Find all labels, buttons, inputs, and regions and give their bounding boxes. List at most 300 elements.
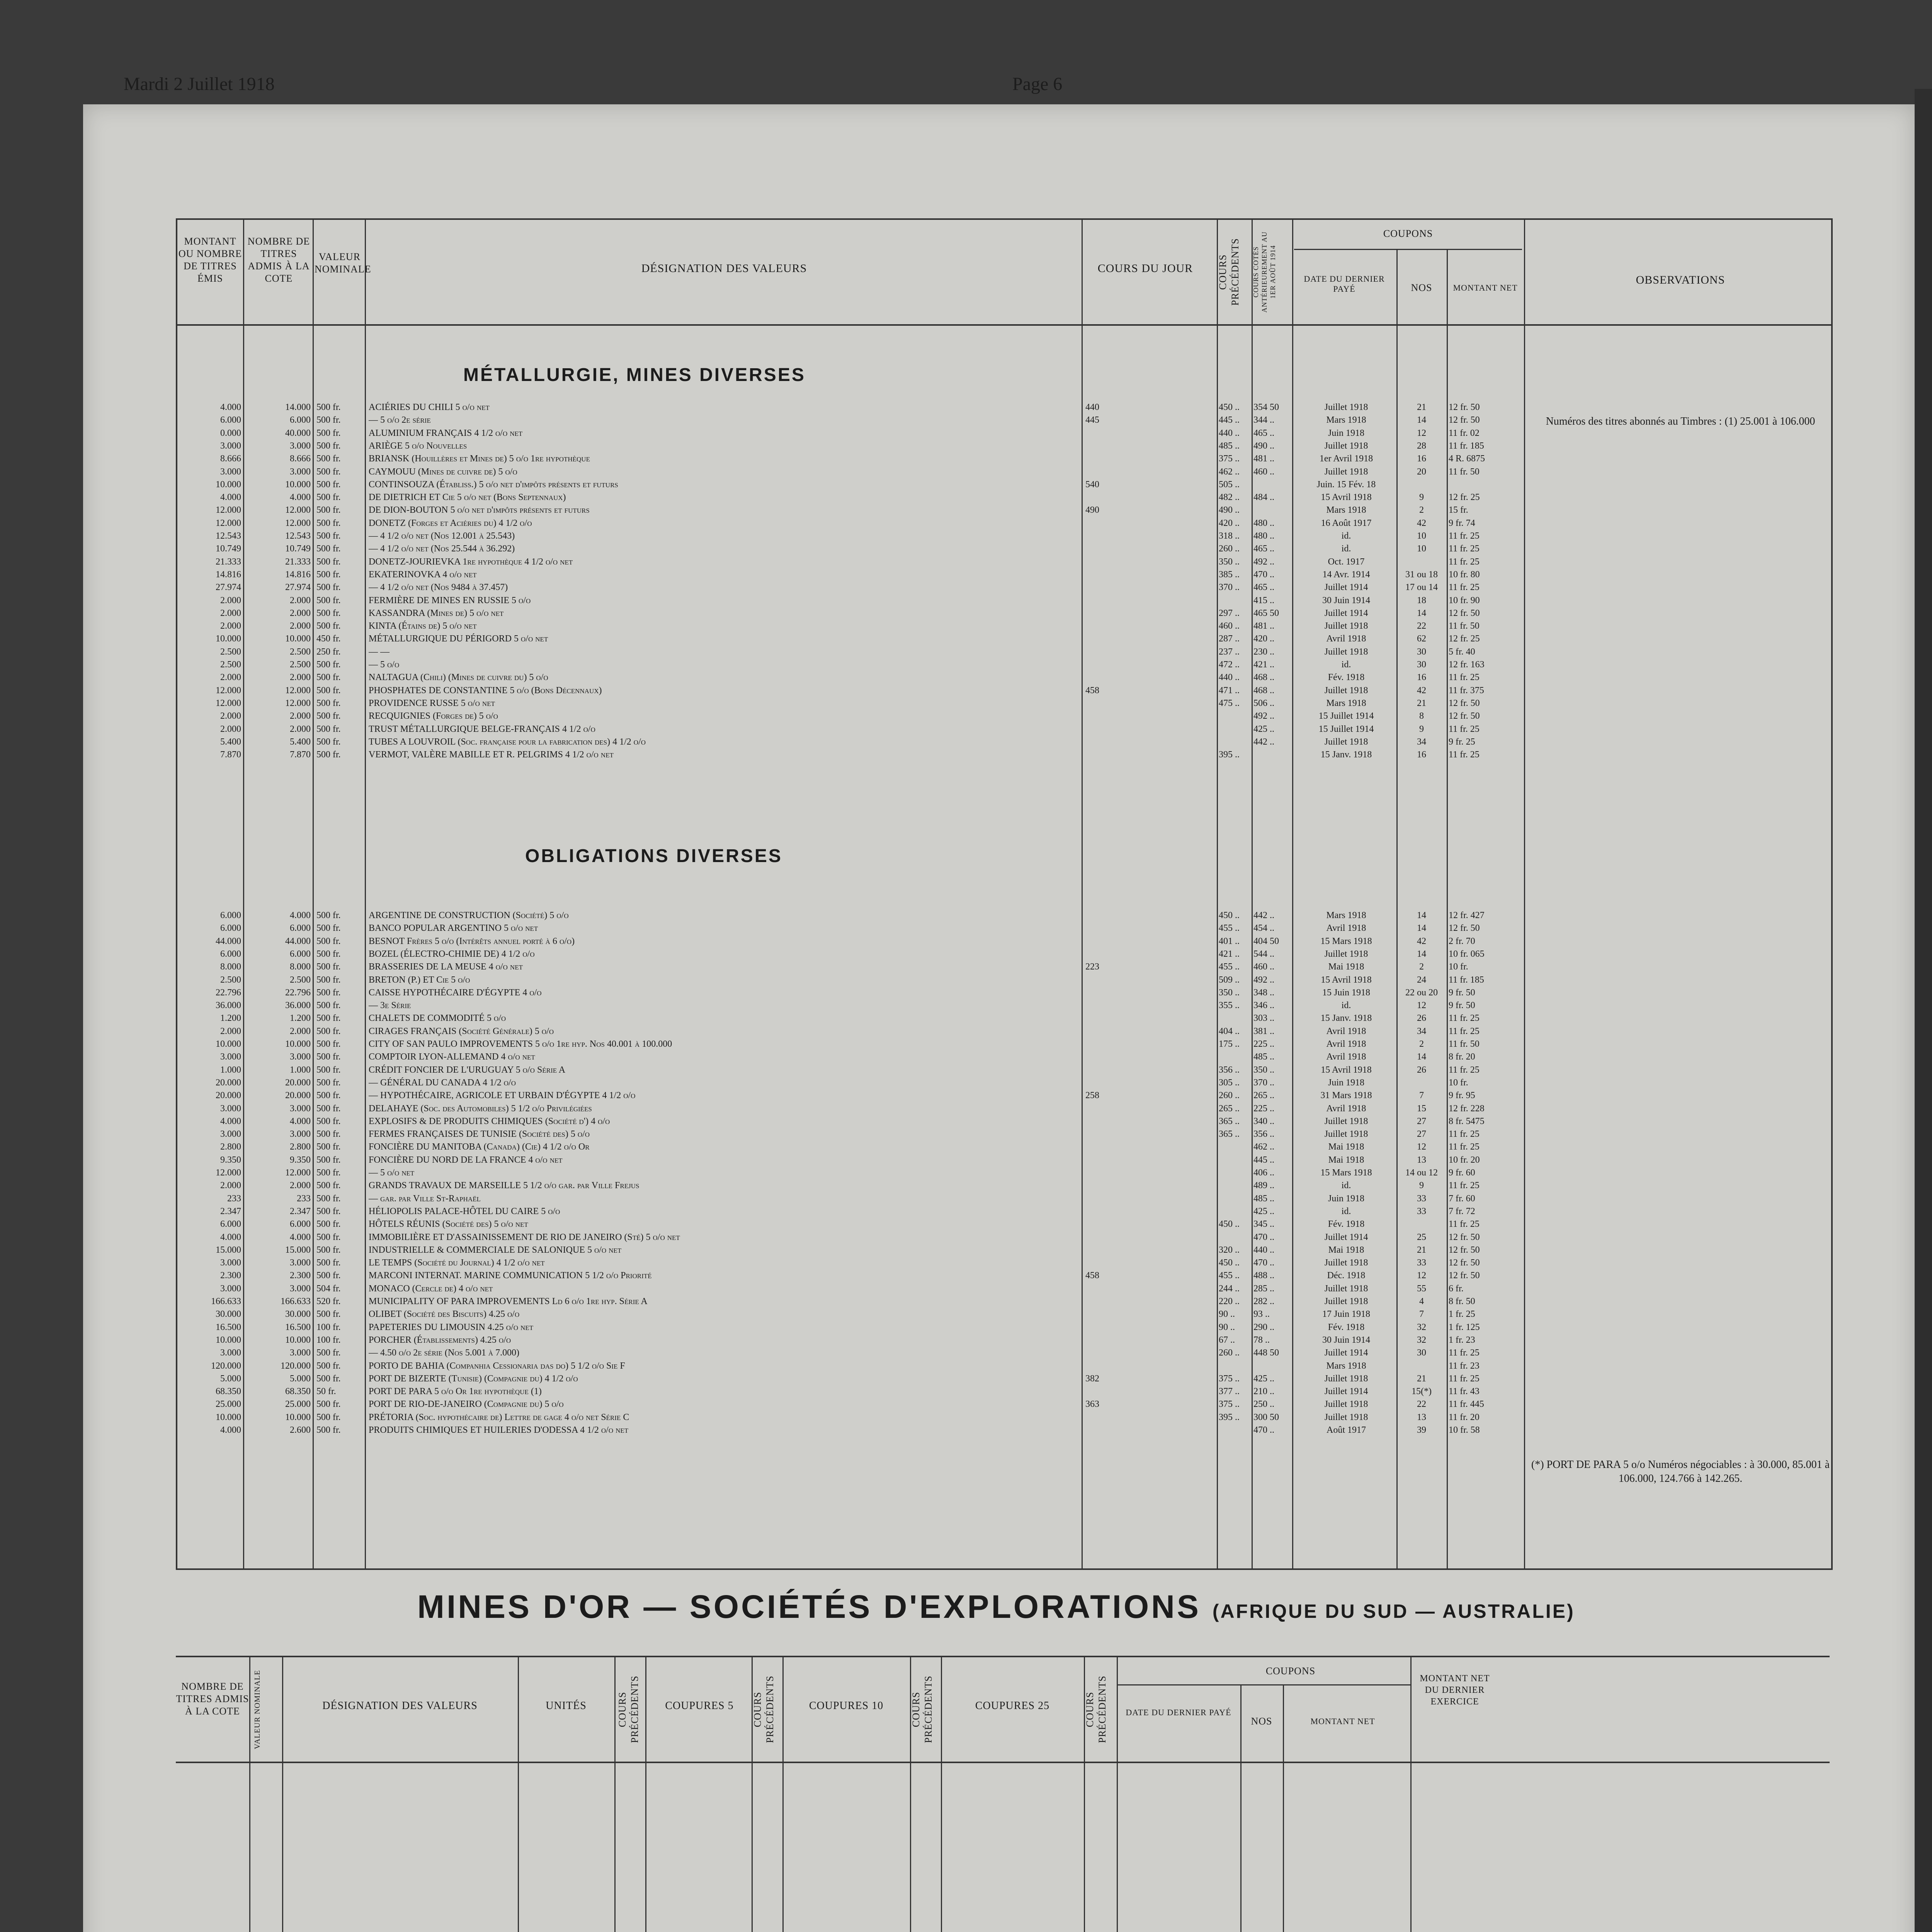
cell-valeur: 500 fr. [316,1065,341,1075]
cell-cours-cotes: 421 .. [1253,660,1274,670]
cell-nombre: 3.000 [290,440,311,451]
col-nombre: NOMBRE DE TITRES ADMIS À LA COTE [247,236,310,284]
cell-designation: DE DIETRICH ET Cie 5 o/o net (Bons Septennaux) [369,492,566,503]
cell-montant: 6.000 [220,923,241,934]
cell-cours-cotes: 468 .. [1253,672,1274,683]
cell-nombre: 6.000 [290,949,311,959]
cell-nombre: 4.000 [290,1232,311,1242]
cell-cours-prec: 260 .. [1219,1090,1240,1101]
cell-date: Mars 1918 [1326,698,1366,708]
cell-nombre: 2.500 [290,975,311,985]
cell-date: id. [1341,1000,1351,1011]
cell-no: 17 ou 14 [1405,582,1438,593]
table-row [177,935,1831,947]
cell-montant: 8.000 [220,962,241,972]
cell-no: 14 [1417,910,1426,920]
cell-nombre: 15.000 [285,1245,311,1255]
cell-designation: FERMIÈRE DE MINES EN RUSSIE 5 o/o [369,595,531,605]
cell-cours-prec: 455 .. [1219,923,1240,934]
cell-date: Juillet 1918 [1324,1283,1368,1294]
cell-valeur: 500 fr. [316,531,341,541]
table-row [177,1360,1831,1372]
cell-cours-cotes: 442 .. [1253,736,1274,747]
cell-designation: TUBES A LOUVROIL (Soc. française pour la fabrication des) 4 1/2 o/o [369,736,646,747]
cell-montant-net: 12 fr. 50 [1449,923,1480,934]
table-row [177,620,1831,632]
table-row [177,401,1831,413]
cell-cours-prec: 175 .. [1219,1039,1240,1049]
table-row [177,452,1831,465]
cell-valeur: 500 fr. [316,660,341,670]
cell-montant-net: 11 fr. 25 [1449,1129,1480,1139]
table-row [177,1269,1831,1282]
cell-cours-prec: 475 .. [1219,698,1240,708]
cell-no: 39 [1417,1425,1426,1435]
cell-montant-net: 9 fr. 74 [1449,518,1475,528]
gcol-coupures5: COUPURES 5 [665,1700,734,1712]
cell-designation: CHALETS DE COMMODITÉ 5 o/o [369,1013,506,1024]
cell-no: 16 [1417,672,1426,683]
gcol-cours2: COURS PRÉCÉDENTS [752,1675,776,1743]
cell-designation: PAPETERIES DU LIMOUSIN 4.25 o/o net [369,1322,534,1332]
cell-date: Juin 1918 [1328,428,1364,438]
cell-nombre: 6.000 [290,1219,311,1230]
cell-valeur: 500 fr. [316,1309,341,1320]
table-row [177,748,1831,761]
cell-montant: 2.000 [220,711,241,721]
cell-valeur: 100 fr. [316,1335,341,1345]
cell-cours-prec: 377 .. [1219,1386,1240,1397]
cell-valeur: 500 fr. [316,1270,341,1281]
cell-montant-net: 6 fr. [1449,1283,1464,1294]
table-row [177,491,1831,503]
cell-designation: MÉTALLURGIQUE DU PÉRIGORD 5 o/o net [369,634,548,644]
cell-designation: ALUMINIUM FRANÇAIS 4 1/2 o/o net [369,428,523,438]
cell-montant-net: 11 fr. 02 [1449,428,1480,438]
cell-montant: 6.000 [220,1219,241,1230]
cell-designation: KINTA (Étains de) 5 o/o net [369,621,477,631]
cell-nombre: 2.000 [290,724,311,734]
observation-note-para: (*) PORT DE PARA 5 o/o Numéros négociables : à 30.000, 85.001 à 106.000, 124.766 à 142.265. [1531,1459,1830,1485]
cell-montant-net: 12 fr. 427 [1449,910,1485,920]
table-row [177,909,1831,922]
cell-cours-cotes: 225 .. [1253,1039,1274,1049]
col-valeur: VALEUR NOMINALE [315,251,371,275]
cell-no: 12 [1417,1142,1426,1152]
cell-designation: OLIBET (Société des Biscuits) 4.25 o/o [369,1309,520,1320]
cell-montant: 10.000 [216,634,241,644]
cell-cours-prec: 440 .. [1219,428,1240,438]
cell-montant-net: 1 fr. 23 [1449,1335,1475,1345]
cell-no: 32 [1417,1322,1426,1332]
cell-nombre: 2.000 [290,1026,311,1036]
cell-cours-cotes: 484 .. [1253,492,1274,503]
table-row [177,999,1831,1012]
table-row [177,1038,1831,1050]
cell-montant-net: 2 fr. 70 [1449,936,1475,946]
gold-table-body [176,1763,1830,1932]
cell-nombre: 5.000 [290,1373,311,1384]
cell-date: 15 Juillet 1914 [1318,724,1374,734]
cell-cours-prec: 395 .. [1219,750,1240,760]
cell-date: 15 Juin 1918 [1322,987,1370,998]
cell-valeur: 50 fr. [316,1386,336,1397]
cell-cours-jour: 458 [1085,685,1099,696]
cell-no: 13 [1417,1412,1426,1422]
cell-date: Juillet 1914 [1324,1386,1368,1397]
cell-valeur: 500 fr. [316,582,341,593]
cell-cours-prec: 67 .. [1219,1335,1235,1345]
table-row [177,530,1831,542]
cell-valeur: 500 fr. [316,505,341,515]
cell-cours-cotes: 465 50 [1253,608,1279,618]
cell-montant: 36.000 [216,1000,241,1011]
col-no: NOS [1411,282,1432,293]
cell-valeur: 500 fr. [316,1155,341,1165]
cell-valeur: 500 fr. [316,608,341,618]
cell-nombre: 27.974 [285,582,311,593]
cell-date: Juin 1918 [1328,1077,1364,1088]
cell-nombre: 10.000 [285,479,311,490]
cell-date: 15 Janv. 1918 [1320,750,1372,760]
cell-no: 28 [1417,440,1426,451]
cell-cours-cotes: 282 .. [1253,1296,1274,1306]
cell-cours-cotes: 420 .. [1253,634,1274,644]
cell-no: 26 [1417,1013,1426,1024]
cell-montant-net: 8 fr. 5475 [1449,1116,1485,1126]
cell-valeur: 500 fr. [316,1425,341,1435]
cell-no: 21 [1417,1373,1426,1384]
cell-montant-net: 11 fr. 23 [1449,1361,1480,1371]
cell-cours-cotes: 468 .. [1253,685,1274,696]
cell-nombre: 40.000 [285,428,311,438]
cell-montant: 2.500 [220,646,241,657]
cell-designation: CRÉDIT FONCIER DE L'URUGUAY 5 o/o Série A [369,1065,566,1075]
cell-nombre: 44.000 [285,936,311,946]
cell-cours-cotes: 470 .. [1253,1258,1274,1268]
cell-cours-cotes: 485 .. [1253,1193,1274,1204]
cell-cours-prec: 460 .. [1219,621,1240,631]
cell-cours-prec: 260 .. [1219,544,1240,554]
cell-nombre: 2.000 [290,1180,311,1191]
cell-cours-cotes: 465 .. [1253,544,1274,554]
cell-montant: 2.500 [220,660,241,670]
cell-cours-prec: 450 .. [1219,1258,1240,1268]
col-designation: DÉSIGNATION DES VALEURS [641,262,807,275]
cell-cours-cotes: 348 .. [1253,987,1274,998]
page-number: Page 6 [1012,74,1063,94]
cell-designation: DONETZ-JOURIEVKA 1re hypothèque 4 1/2 o/o net [369,556,573,567]
cell-date: 30 Juin 1914 [1322,595,1370,605]
cell-valeur: 500 fr. [316,569,341,580]
cell-cours-prec: 355 .. [1219,1000,1240,1011]
cell-designation: GRANDS TRAVAUX DE MARSEILLE 5 1/2 o/o gar. par Ville Frejus [369,1180,639,1191]
cell-montant: 20.000 [216,1077,241,1088]
cell-no: 34 [1417,1026,1426,1036]
cell-no: 32 [1417,1335,1426,1345]
cell-nombre: 3.000 [290,1258,311,1268]
table-row [177,517,1831,529]
cell-date: Juillet 1918 [1324,736,1368,747]
cell-no: 14 [1417,608,1426,618]
cell-valeur: 500 fr. [316,923,341,934]
cell-montant-net: 12 fr. 228 [1449,1103,1485,1114]
cell-nombre: 2.347 [290,1206,311,1216]
table-row [177,723,1831,735]
cell-cours-cotes: 303 .. [1253,1013,1274,1024]
cell-nombre: 4.000 [290,910,311,920]
cell-designation: BANCO POPULAR ARGENTINO 5 o/o net [369,923,538,934]
cell-cours-prec: 318 .. [1219,531,1240,541]
cell-cours-cotes: 445 .. [1253,1155,1274,1165]
cell-designation: ARIÈGE 5 o/o Nouvelles [369,440,467,451]
cell-montant-net: 15 fr. [1449,505,1468,515]
col-cours-cotes: COURS COTÉS ANTÉRIEUREMENT AU 1ER AOÛT 1914 [1252,231,1277,313]
cell-valeur: 500 fr. [316,1142,341,1152]
table-row [177,658,1831,671]
cell-valeur: 500 fr. [316,492,341,503]
table-row [177,1128,1831,1140]
cell-valeur: 500 fr. [316,1180,341,1191]
cell-montant-net: 5 fr. 40 [1449,646,1475,657]
cell-date: Juillet 1918 [1324,1296,1368,1306]
cell-date: Juillet 1918 [1324,1116,1368,1126]
gcol-cours3: COURS PRÉCÉDENTS [910,1675,934,1743]
cell-valeur: 500 fr. [316,556,341,567]
cell-designation: PORT DE BIZERTE (Tunisie) (Compagnie du) 4 1/2 o/o [369,1373,578,1384]
table-row [177,922,1831,934]
cell-montant: 3.000 [220,1258,241,1268]
table-row [177,1051,1831,1063]
cell-cours-prec: 450 .. [1219,402,1240,412]
bond-table [176,218,1833,1570]
cell-no: 18 [1417,595,1426,605]
cell-cours-prec: 350 .. [1219,987,1240,998]
cell-valeur: 500 fr. [316,1219,341,1230]
bond-table-body [177,326,1831,1568]
cell-date: 16 Août 1917 [1321,518,1372,528]
cell-cours-prec: 244 .. [1219,1283,1240,1294]
cell-cours-cotes: 93 .. [1253,1309,1270,1320]
cell-cours-prec: 365 .. [1219,1129,1240,1139]
cell-montant-net: 11 fr. 25 [1449,556,1480,567]
cell-montant-net: 12 fr. 50 [1449,698,1480,708]
cell-cours-prec: 375 .. [1219,1373,1240,1384]
cell-date: 1er Avril 1918 [1319,454,1373,464]
col-cours-jour: COURS DU JOUR [1097,262,1193,275]
cell-montant: 6.000 [220,415,241,425]
cell-designation: KASSANDRA (Mines de) 5 o/o net [369,608,504,618]
cell-montant: 1.200 [220,1013,241,1024]
cell-cours-cotes: 448 50 [1253,1348,1279,1358]
cell-date: id. [1341,1180,1351,1191]
cell-cours-cotes: 489 .. [1253,1180,1274,1191]
cell-montant: 3.000 [220,1129,241,1139]
cell-nombre: 25.000 [285,1399,311,1410]
cell-montant-net: 9 fr. 95 [1449,1090,1475,1101]
table-row [177,427,1831,439]
gcol-montant: MONTANT NET [1310,1716,1375,1726]
cell-no: 14 [1417,415,1426,425]
cell-designation: IMMOBILIÈRE ET D'ASSAINISSEMENT DE RIO DE JANEIRO (Sté) 5 o/o net [369,1232,680,1242]
cell-montant: 233 [227,1193,241,1204]
cell-no: 12 [1417,1000,1426,1011]
cell-nombre: 166.633 [281,1296,311,1306]
table-row [177,671,1831,684]
cell-montant-net: 11 fr. 25 [1449,672,1480,683]
cell-designation: — GÉNÉRAL DU CANADA 4 1/2 o/o [369,1077,516,1088]
cell-montant-net: 11 fr. 50 [1449,1039,1480,1049]
cell-date: Fév. 1918 [1328,672,1365,683]
cell-date: Juillet 1918 [1324,1399,1368,1410]
cell-montant-net: 9 fr. 50 [1449,987,1475,998]
cell-designation: COMPTOIR LYON-ALLEMAND 4 o/o net [369,1052,535,1062]
cell-montant: 2.800 [220,1142,241,1152]
cell-montant-net: 11 fr. 445 [1449,1399,1484,1410]
cell-no: 42 [1417,518,1426,528]
cell-no: 24 [1417,975,1426,985]
cell-valeur: 500 fr. [316,1258,341,1268]
cell-valeur: 500 fr. [316,685,341,696]
cell-valeur: 100 fr. [316,1322,341,1332]
cell-cours-cotes: 425 .. [1253,1373,1274,1384]
col-cours-prec: COURS PRÉCÉDENTS [1217,238,1241,306]
cell-valeur: 500 fr. [316,1193,341,1204]
table-row [177,1231,1831,1243]
table-row [177,594,1831,607]
cell-designation: — 3e Série [369,1000,411,1011]
cell-cours-cotes: 340 .. [1253,1116,1274,1126]
cell-no: 33 [1417,1206,1426,1216]
cell-cours-cotes: 350 .. [1253,1065,1274,1075]
cell-designation: RECQUIGNIES (Forges de) 5 o/o [369,711,498,721]
cell-valeur: 500 fr. [316,1399,341,1410]
cell-cours-cotes: 285 .. [1253,1283,1274,1294]
cell-date: 17 Juin 1918 [1322,1309,1370,1320]
cell-designation: PHOSPHATES DE CONSTANTINE 5 o/o (Bons Décennaux) [369,685,602,696]
cell-cours-prec: 450 .. [1219,910,1240,920]
cell-cours-cotes: 492 .. [1253,556,1274,567]
cell-montant: 12.000 [216,685,241,696]
cell-cours-cotes: 470 .. [1253,1232,1274,1242]
cell-montant-net: 9 fr. 60 [1449,1168,1475,1178]
cell-cours-prec: 395 .. [1219,1412,1240,1422]
cell-nombre: 2.500 [290,646,311,657]
col-coupons: COUPONS [1383,228,1433,239]
table-row [177,1102,1831,1115]
cell-valeur: 500 fr. [316,1039,341,1049]
table-row [177,1025,1831,1037]
cell-cours-cotes: 485 .. [1253,1052,1274,1062]
cell-montant: 4.000 [220,1425,241,1435]
cell-valeur: 500 fr. [316,1348,341,1358]
cell-valeur: 500 fr. [316,1361,341,1371]
cell-cours-prec: 455 .. [1219,962,1240,972]
table-row [177,986,1831,999]
cell-nombre: 3.000 [290,1283,311,1294]
cell-montant: 4.000 [220,402,241,412]
cell-nombre: 10.000 [285,1335,311,1345]
cell-designation: FERMES FRANÇAISES DE TUNISIE (Société des) 5 o/o [369,1129,590,1139]
cell-no: 7 [1419,1090,1424,1101]
cell-montant-net: 1 fr. 25 [1449,1309,1475,1320]
cell-no: 25 [1417,1232,1426,1242]
cell-date: 15 Mars 1918 [1320,1168,1372,1178]
cell-cours-prec: 350 .. [1219,556,1240,567]
cell-valeur: 504 fr. [316,1283,341,1294]
cell-cours-cotes: 78 .. [1253,1335,1270,1345]
cell-nombre: 6.000 [290,923,311,934]
cell-cours-cotes: 470 .. [1253,1425,1274,1435]
cell-nombre: 1.000 [290,1065,311,1075]
cell-date: Mars 1918 [1326,505,1366,515]
cell-cours-jour: 223 [1085,962,1099,972]
cell-cours-prec: 440 .. [1219,672,1240,683]
cell-nombre: 12.000 [285,698,311,708]
cell-montant: 25.000 [216,1399,241,1410]
cell-no: 20 [1417,466,1426,477]
cell-montant-net: 11 fr. 25 [1449,1142,1480,1152]
cell-no: 22 ou 20 [1405,987,1438,998]
cell-cours-cotes: 404 50 [1253,936,1279,946]
cell-no: 42 [1417,685,1426,696]
cell-date: Mai 1918 [1328,1245,1364,1255]
col-montant-net: MONTANT NET [1453,283,1518,293]
cell-no: 33 [1417,1193,1426,1204]
table-row [177,1089,1831,1102]
cell-cours-cotes: 210 .. [1253,1386,1274,1397]
cell-montant-net: 11 fr. 25 [1449,750,1480,760]
cell-cours-cotes: 356 .. [1253,1129,1274,1139]
cell-montant: 10.000 [216,1039,241,1049]
cell-date: 31 Mars 1918 [1320,1090,1372,1101]
cell-date: Mars 1918 [1326,1361,1366,1371]
cell-date: Fév. 1918 [1328,1219,1365,1230]
table-row [177,1372,1831,1385]
cell-cours-cotes: 465 .. [1253,428,1274,438]
cell-montant: 12.543 [216,531,241,541]
cell-montant: 3.000 [220,1283,241,1294]
table-row [177,1077,1831,1089]
cell-cours-cotes: 425 .. [1253,724,1274,734]
cell-date: Juillet 1914 [1324,1232,1368,1242]
page-header [124,73,1839,104]
cell-date: Mai 1918 [1328,1155,1364,1165]
cell-nombre: 2.000 [290,608,311,618]
cell-montant-net: 12 fr. 25 [1449,492,1480,503]
cell-no: 26 [1417,1065,1426,1075]
cell-nombre: 7.870 [290,750,311,760]
cell-date: Août 1917 [1327,1425,1366,1435]
cell-no: 15(*) [1412,1386,1432,1397]
cell-valeur: 500 fr. [316,1206,341,1216]
cell-cours-cotes: 406 .. [1253,1168,1274,1178]
cell-cours-prec: 287 .. [1219,634,1240,644]
cell-montant: 68.350 [216,1386,241,1397]
cell-date: Déc. 1918 [1327,1270,1366,1281]
cell-no: 2 [1419,1039,1424,1049]
cell-designation: BRASSERIES DE LA MEUSE 4 o/o net [369,962,523,972]
cell-nombre: 5.400 [290,736,311,747]
cell-no: 62 [1417,634,1426,644]
table-row [177,961,1831,973]
gcol-coupons: COUPONS [1265,1665,1316,1677]
cell-montant-net: 11 fr. 50 [1449,466,1480,477]
cell-cours-prec: 490 .. [1219,505,1240,515]
table-row [177,1295,1831,1308]
cell-montant-net: 1 fr. 125 [1449,1322,1480,1332]
cell-designation: PORT DE RIO-DE-JANEIRO (Compagnie du) 5 o/o [369,1399,564,1410]
